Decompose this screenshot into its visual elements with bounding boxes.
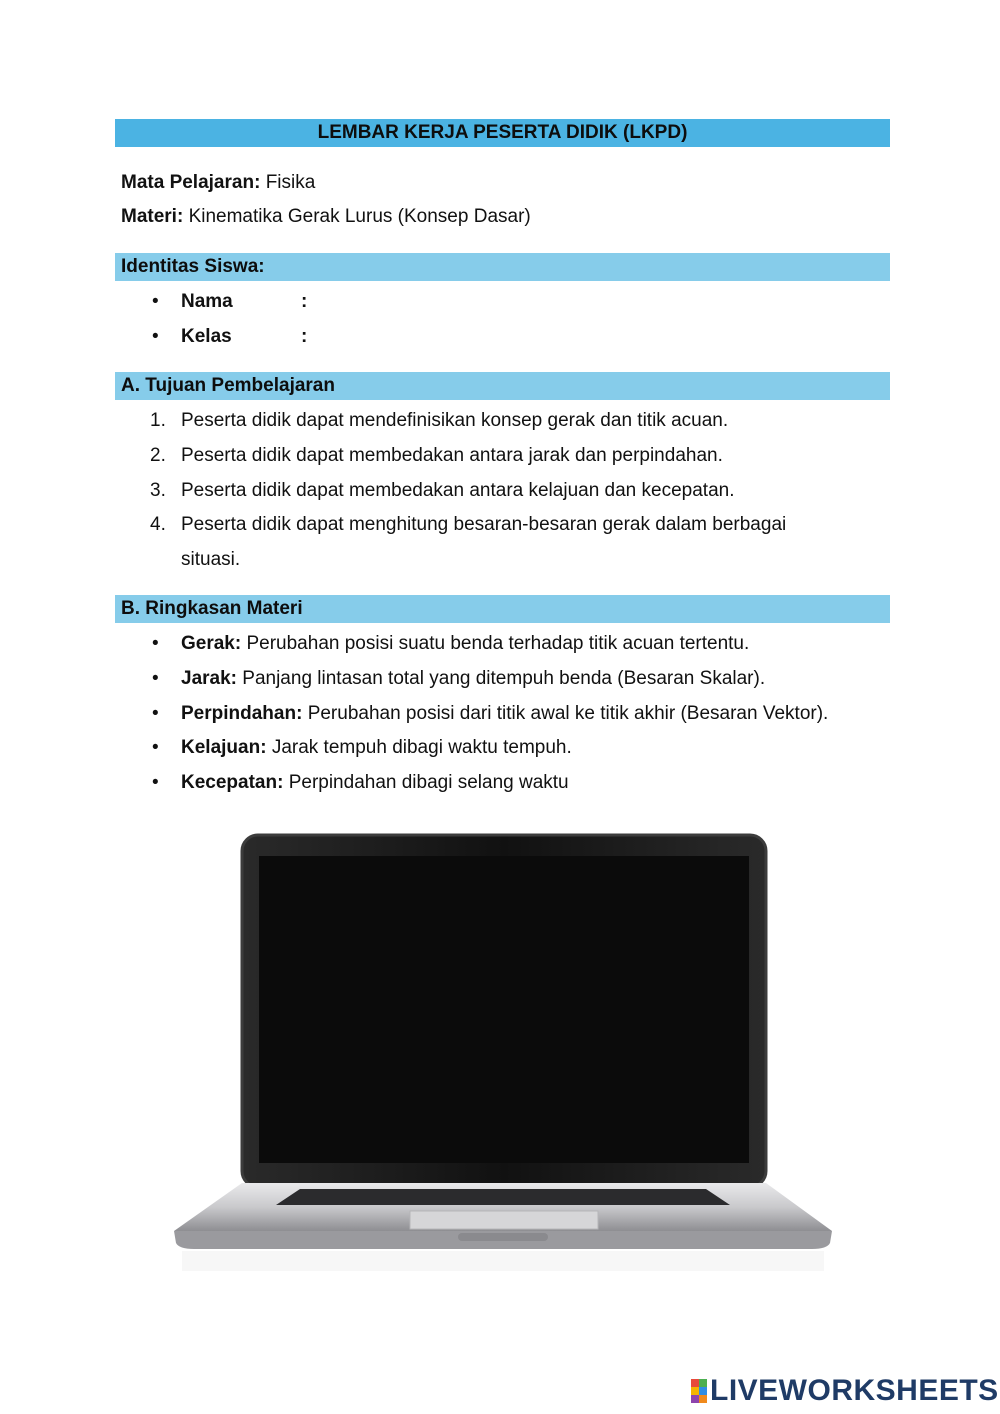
- name-field-colon: :: [301, 291, 308, 312]
- laptop-notch: [458, 1233, 548, 1241]
- summary-item: [181, 736, 572, 760]
- class-field-label: Kelas: [181, 326, 232, 347]
- class-field-colon: :: [301, 326, 308, 347]
- summary-desc: Jarak tempuh dibagi waktu tempuh.: [271, 737, 572, 758]
- bullet-icon: •: [152, 633, 159, 654]
- laptop-trackpad: [410, 1211, 598, 1229]
- summary-desc: Perubahan posisi suatu benda terhadap titik acuan tertentu.: [246, 633, 750, 654]
- worksheet-title: LEMBAR KERJA PESERTA DIDIK (LKPD): [115, 119, 890, 147]
- objective-number: 2.: [150, 445, 166, 466]
- liveworksheets-brand: [691, 1375, 999, 1407]
- summary-term: Gerak:: [181, 633, 242, 654]
- subject-label: Mata Pelajaran:: [121, 172, 261, 193]
- laptop-screen: [259, 856, 749, 1163]
- summary-desc: Perubahan posisi dari titik awal ke titik akhir (Besaran Vektor).: [307, 703, 829, 724]
- summary-desc: Panjang lintasan total yang ditempuh benda (Besaran Skalar).: [242, 668, 766, 689]
- summary-desc: Perpindahan dibagi selang waktu: [288, 772, 569, 793]
- liveworksheets-logo-icon: [691, 1379, 707, 1403]
- bullet-icon: •: [152, 772, 159, 793]
- objective-text: Peserta didik dapat membedakan antara jarak dan perpindahan.: [181, 445, 723, 466]
- summary-heading: B. Ringkasan Materi: [115, 595, 890, 623]
- topic-line: [121, 205, 531, 229]
- summary-item: [181, 771, 569, 795]
- objective-text: Peserta didik dapat mendefinisikan konsep gerak dan titik acuan.: [181, 410, 729, 431]
- objectives-heading: A. Tujuan Pembelajaran: [115, 372, 890, 400]
- objective-number: 1.: [150, 410, 166, 431]
- objective-number: 3.: [150, 480, 166, 501]
- summary-term: Kelajuan:: [181, 737, 267, 758]
- bullet-icon: •: [152, 737, 159, 758]
- objective-text: Peserta didik dapat menghitung besaran-besaran gerak dalam berbagai: [181, 514, 787, 535]
- objective-text: Peserta didik dapat membedakan antara kelajuan dan kecepatan.: [181, 480, 735, 501]
- brand-text: LIVEWORKSHEETS: [710, 1374, 999, 1407]
- objective-text-continuation: situasi.: [181, 549, 241, 570]
- bullet-icon: •: [152, 703, 159, 724]
- summary-item: [181, 667, 765, 691]
- name-field-label: Nama: [181, 291, 233, 312]
- laptop-icon: [172, 833, 834, 1283]
- subject-value: Fisika: [265, 172, 316, 193]
- laptop-keyboard: [276, 1189, 730, 1205]
- subject-line: [121, 171, 315, 195]
- identity-heading: Identitas Siswa:: [115, 253, 890, 281]
- laptop-reflection: [182, 1251, 824, 1271]
- bullet-icon: •: [152, 291, 159, 312]
- summary-item: [181, 702, 828, 726]
- objective-number: 4.: [150, 514, 166, 535]
- topic-value: Kinematika Gerak Lurus (Konsep Dasar): [188, 206, 531, 227]
- topic-label: Materi:: [121, 206, 184, 227]
- summary-term: Perpindahan:: [181, 703, 303, 724]
- summary-term: Kecepatan:: [181, 772, 284, 793]
- summary-item: [181, 632, 749, 656]
- summary-term: Jarak:: [181, 668, 237, 689]
- bullet-icon: •: [152, 326, 159, 347]
- bullet-icon: •: [152, 668, 159, 689]
